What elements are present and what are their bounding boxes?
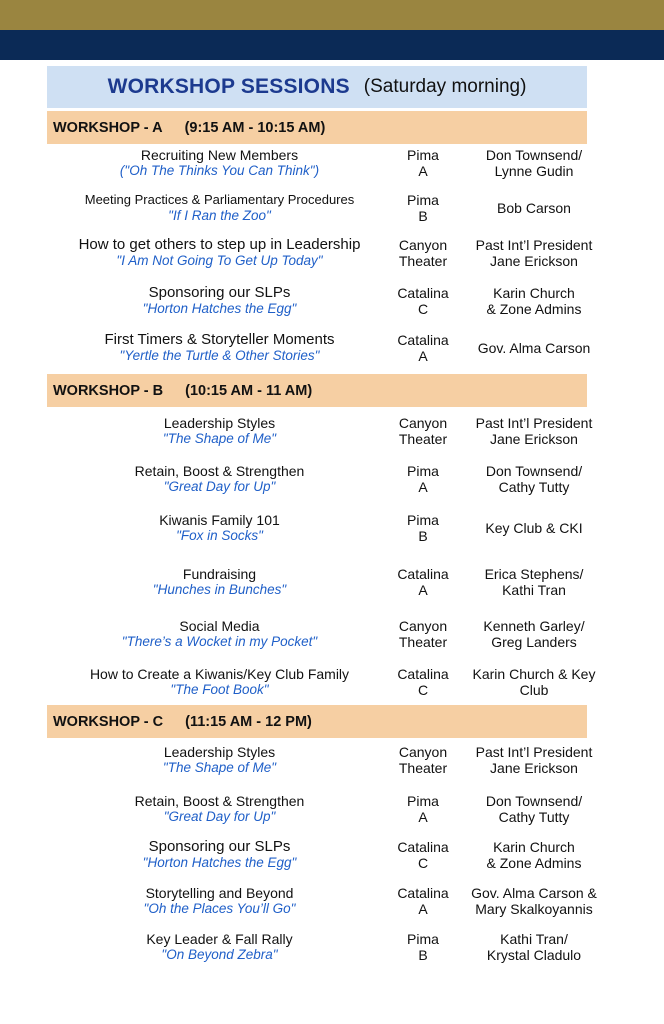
- presenter-line: Jane Erickson: [490, 431, 578, 447]
- room-name: Pima: [407, 147, 439, 163]
- session-row: [47, 562, 587, 602]
- session-book: "Yertle the Turtle & Other Stories": [119, 348, 320, 363]
- presenter-line: Kathi Tran: [502, 582, 566, 598]
- presenter-line: Don Townsend/: [485, 463, 583, 479]
- presenter-cell: [459, 881, 609, 921]
- room-cell: [385, 562, 461, 602]
- session-book: "Horton Hatches the Egg": [142, 301, 297, 316]
- room-cell: [385, 143, 461, 183]
- workshop-c-header: [47, 705, 587, 738]
- session-cell: [47, 459, 392, 499]
- presenter-line: Lynne Gudin: [494, 163, 574, 179]
- room-name: Pima: [407, 793, 439, 809]
- presenter-line: Cathy Tutty: [498, 479, 570, 495]
- session-title: Sponsoring our SLPs: [148, 838, 291, 855]
- session-title: Leadership Styles: [163, 415, 276, 431]
- session-cell: [47, 508, 392, 548]
- room-name: Pima: [407, 463, 439, 479]
- session-cell: [47, 789, 392, 829]
- session-title: Sponsoring our SLPs: [148, 284, 291, 301]
- page-title: WORKSHOP SESSIONS: [107, 75, 350, 98]
- session-title: How to get others to step up in Leadership: [78, 236, 361, 253]
- room-cell: [385, 328, 461, 368]
- session-book: "I Am Not Going To Get Up Today": [116, 253, 323, 268]
- session-title: Kiwanis Family 101: [159, 512, 280, 528]
- top-navy-band: [0, 30, 664, 60]
- presenter-line: Key Club & CKI: [485, 520, 583, 536]
- room-section: Theater: [398, 253, 448, 269]
- presenter-cell: [459, 459, 609, 499]
- session-row: [47, 328, 591, 368]
- presenter-cell: [459, 740, 609, 780]
- workshop-label: WORKSHOP - A: [53, 119, 163, 136]
- workshop-time: (10:15 AM - 11 AM): [185, 382, 313, 399]
- presenter-line: Karin Church: [493, 285, 575, 301]
- session-book: "If I Ran the Zoo": [168, 208, 271, 223]
- workshop-time: (11:15 AM - 12 PM): [185, 713, 312, 730]
- session-book: "Horton Hatches the Egg": [142, 855, 297, 870]
- room-section: Theater: [398, 431, 448, 447]
- presenter-cell: [459, 662, 609, 702]
- room-cell: [385, 188, 461, 228]
- room-section: C: [417, 301, 429, 317]
- session-cell: [47, 562, 392, 602]
- room-section: B: [418, 208, 428, 224]
- room-section: A: [418, 348, 428, 364]
- room-cell: [385, 740, 461, 780]
- workshop-b-header: [47, 374, 587, 407]
- presenter-cell: [459, 281, 609, 321]
- session-title: Social Media: [179, 618, 260, 634]
- room-cell: [385, 662, 461, 702]
- presenter-cell: [459, 835, 609, 875]
- room-section: Theater: [398, 634, 448, 650]
- session-cell: [47, 328, 392, 368]
- session-row: [47, 188, 587, 228]
- session-book: "Great Day for Up": [163, 479, 276, 494]
- room-name: Catalina: [397, 285, 449, 301]
- session-title: Key Leader & Fall Rally: [146, 931, 293, 947]
- session-cell: [47, 740, 392, 780]
- session-cell: [47, 662, 392, 702]
- presenter-line: Past Int’l President: [475, 415, 593, 431]
- presenter-line: & Zone Admins: [486, 301, 582, 317]
- presenter-line: Jane Erickson: [490, 760, 578, 776]
- room-section: A: [418, 582, 428, 598]
- session-cell: [47, 614, 392, 654]
- session-row: [47, 740, 593, 780]
- room-name: Canyon: [398, 415, 448, 431]
- session-row: [47, 662, 596, 702]
- session-title: Fundraising: [182, 566, 257, 582]
- top-gold-band: [0, 0, 664, 30]
- presenter-line: Don Townsend/: [485, 147, 583, 163]
- presenter-line: Club: [519, 682, 549, 698]
- session-book: "Hunches in Bunches": [152, 582, 287, 597]
- session-title: Retain, Boost & Strengthen: [134, 463, 305, 479]
- session-title: Storytelling and Beyond: [145, 885, 294, 901]
- presenter-cell: [459, 233, 609, 273]
- room-section: A: [418, 479, 428, 495]
- room-name: Pima: [407, 192, 439, 208]
- room-cell: [385, 411, 461, 451]
- workshop-label: WORKSHOP - B: [53, 382, 164, 399]
- room-name: Canyon: [398, 618, 448, 634]
- presenter-cell: [459, 328, 609, 368]
- session-title: Meeting Practices & Parliamentary Procedures: [84, 192, 355, 207]
- room-cell: [385, 508, 461, 548]
- presenter-cell: [459, 143, 609, 183]
- room-cell: [385, 835, 461, 875]
- room-name: Catalina: [397, 666, 449, 682]
- room-section: C: [417, 682, 429, 698]
- session-cell: [47, 143, 392, 183]
- room-cell: [385, 614, 461, 654]
- room-name: Pima: [407, 931, 439, 947]
- room-section: A: [418, 901, 428, 917]
- presenter-cell: [459, 614, 609, 654]
- session-cell: [47, 188, 392, 228]
- presenter-line: Karin Church & Key: [472, 666, 596, 682]
- session-row: [47, 233, 593, 273]
- presenter-line: Mary Skalkoyannis: [475, 901, 593, 917]
- presenter-line: Erica Stephens/: [484, 566, 584, 582]
- session-row: [47, 789, 587, 829]
- room-cell: [385, 281, 461, 321]
- room-name: Catalina: [397, 566, 449, 582]
- page-subtitle: (Saturday morning): [363, 76, 527, 97]
- room-name: Canyon: [398, 237, 448, 253]
- presenter-cell: [459, 927, 609, 967]
- session-book: "The Shape of Me": [162, 760, 277, 775]
- room-cell: [385, 459, 461, 499]
- room-section: B: [418, 947, 428, 963]
- room-cell: [385, 881, 461, 921]
- session-title: Recruiting New Members: [140, 147, 299, 163]
- room-cell: [385, 927, 461, 967]
- room-section: A: [418, 163, 428, 179]
- presenter-line: Kathi Tran/: [500, 931, 568, 947]
- session-title: How to Create a Kiwanis/Key Club Family: [89, 666, 350, 682]
- title-bar: [47, 66, 587, 108]
- session-book: "The Shape of Me": [162, 431, 277, 446]
- session-book: "There’s a Wocket in my Pocket": [121, 634, 318, 649]
- presenter-cell: [459, 562, 609, 602]
- room-section: A: [418, 809, 428, 825]
- session-cell: [47, 233, 392, 273]
- presenter-line: Gov. Alma Carson &: [471, 885, 597, 901]
- presenter-line: Kenneth Garley/: [483, 618, 585, 634]
- presenter-line: & Zone Admins: [486, 855, 582, 871]
- room-section: Theater: [398, 760, 448, 776]
- workshop-time: (9:15 AM - 10:15 AM): [184, 119, 326, 136]
- session-cell: [47, 927, 392, 967]
- presenter-cell: [459, 411, 609, 451]
- presenter-cell: [459, 188, 609, 228]
- session-title: Leadership Styles: [163, 744, 276, 760]
- presenter-line: Krystal Cladulo: [486, 947, 582, 963]
- presenter-cell: [459, 508, 609, 548]
- session-row: [47, 835, 587, 875]
- session-row: [47, 143, 587, 183]
- session-cell: [47, 835, 392, 875]
- session-book: ("Oh The Thinks You Can Think"): [119, 163, 320, 178]
- room-section: B: [418, 528, 428, 544]
- session-book: "On Beyond Zebra": [161, 947, 278, 962]
- workshop-label: WORKSHOP - C: [53, 713, 164, 730]
- session-row: [47, 927, 587, 967]
- presenter-line: Bob Carson: [497, 200, 571, 216]
- presenter-line: Jane Erickson: [490, 253, 578, 269]
- workshop-a-header: [47, 111, 587, 144]
- session-cell: [47, 881, 392, 921]
- presenter-line: Past Int’l President: [475, 744, 593, 760]
- session-book: "Fox in Socks": [176, 528, 263, 543]
- session-book: "The Foot Book": [170, 682, 269, 697]
- room-cell: [385, 233, 461, 273]
- session-row: [47, 281, 587, 321]
- session-book: "Oh the Places You’ll Go": [143, 901, 296, 916]
- session-row: [47, 508, 587, 548]
- session-row: [47, 614, 587, 654]
- room-section: C: [417, 855, 429, 871]
- session-row: [47, 411, 593, 451]
- session-row: [47, 881, 597, 921]
- presenter-line: Gov. Alma Carson: [477, 340, 591, 356]
- session-title: Retain, Boost & Strengthen: [134, 793, 305, 809]
- presenter-line: Greg Landers: [491, 634, 577, 650]
- session-book: "Great Day for Up": [163, 809, 276, 824]
- session-cell: [47, 281, 392, 321]
- room-name: Canyon: [398, 744, 448, 760]
- room-cell: [385, 789, 461, 829]
- presenter-line: Karin Church: [493, 839, 575, 855]
- presenter-line: Past Int’l President: [475, 237, 593, 253]
- room-name: Catalina: [397, 839, 449, 855]
- room-name: Catalina: [397, 332, 449, 348]
- session-cell: [47, 411, 392, 451]
- session-title: First Timers & Storyteller Moments: [104, 331, 335, 348]
- presenter-cell: [459, 789, 609, 829]
- room-name: Catalina: [397, 885, 449, 901]
- presenter-line: Cathy Tutty: [498, 809, 570, 825]
- room-name: Pima: [407, 512, 439, 528]
- presenter-line: Don Townsend/: [485, 793, 583, 809]
- session-row: [47, 459, 587, 499]
